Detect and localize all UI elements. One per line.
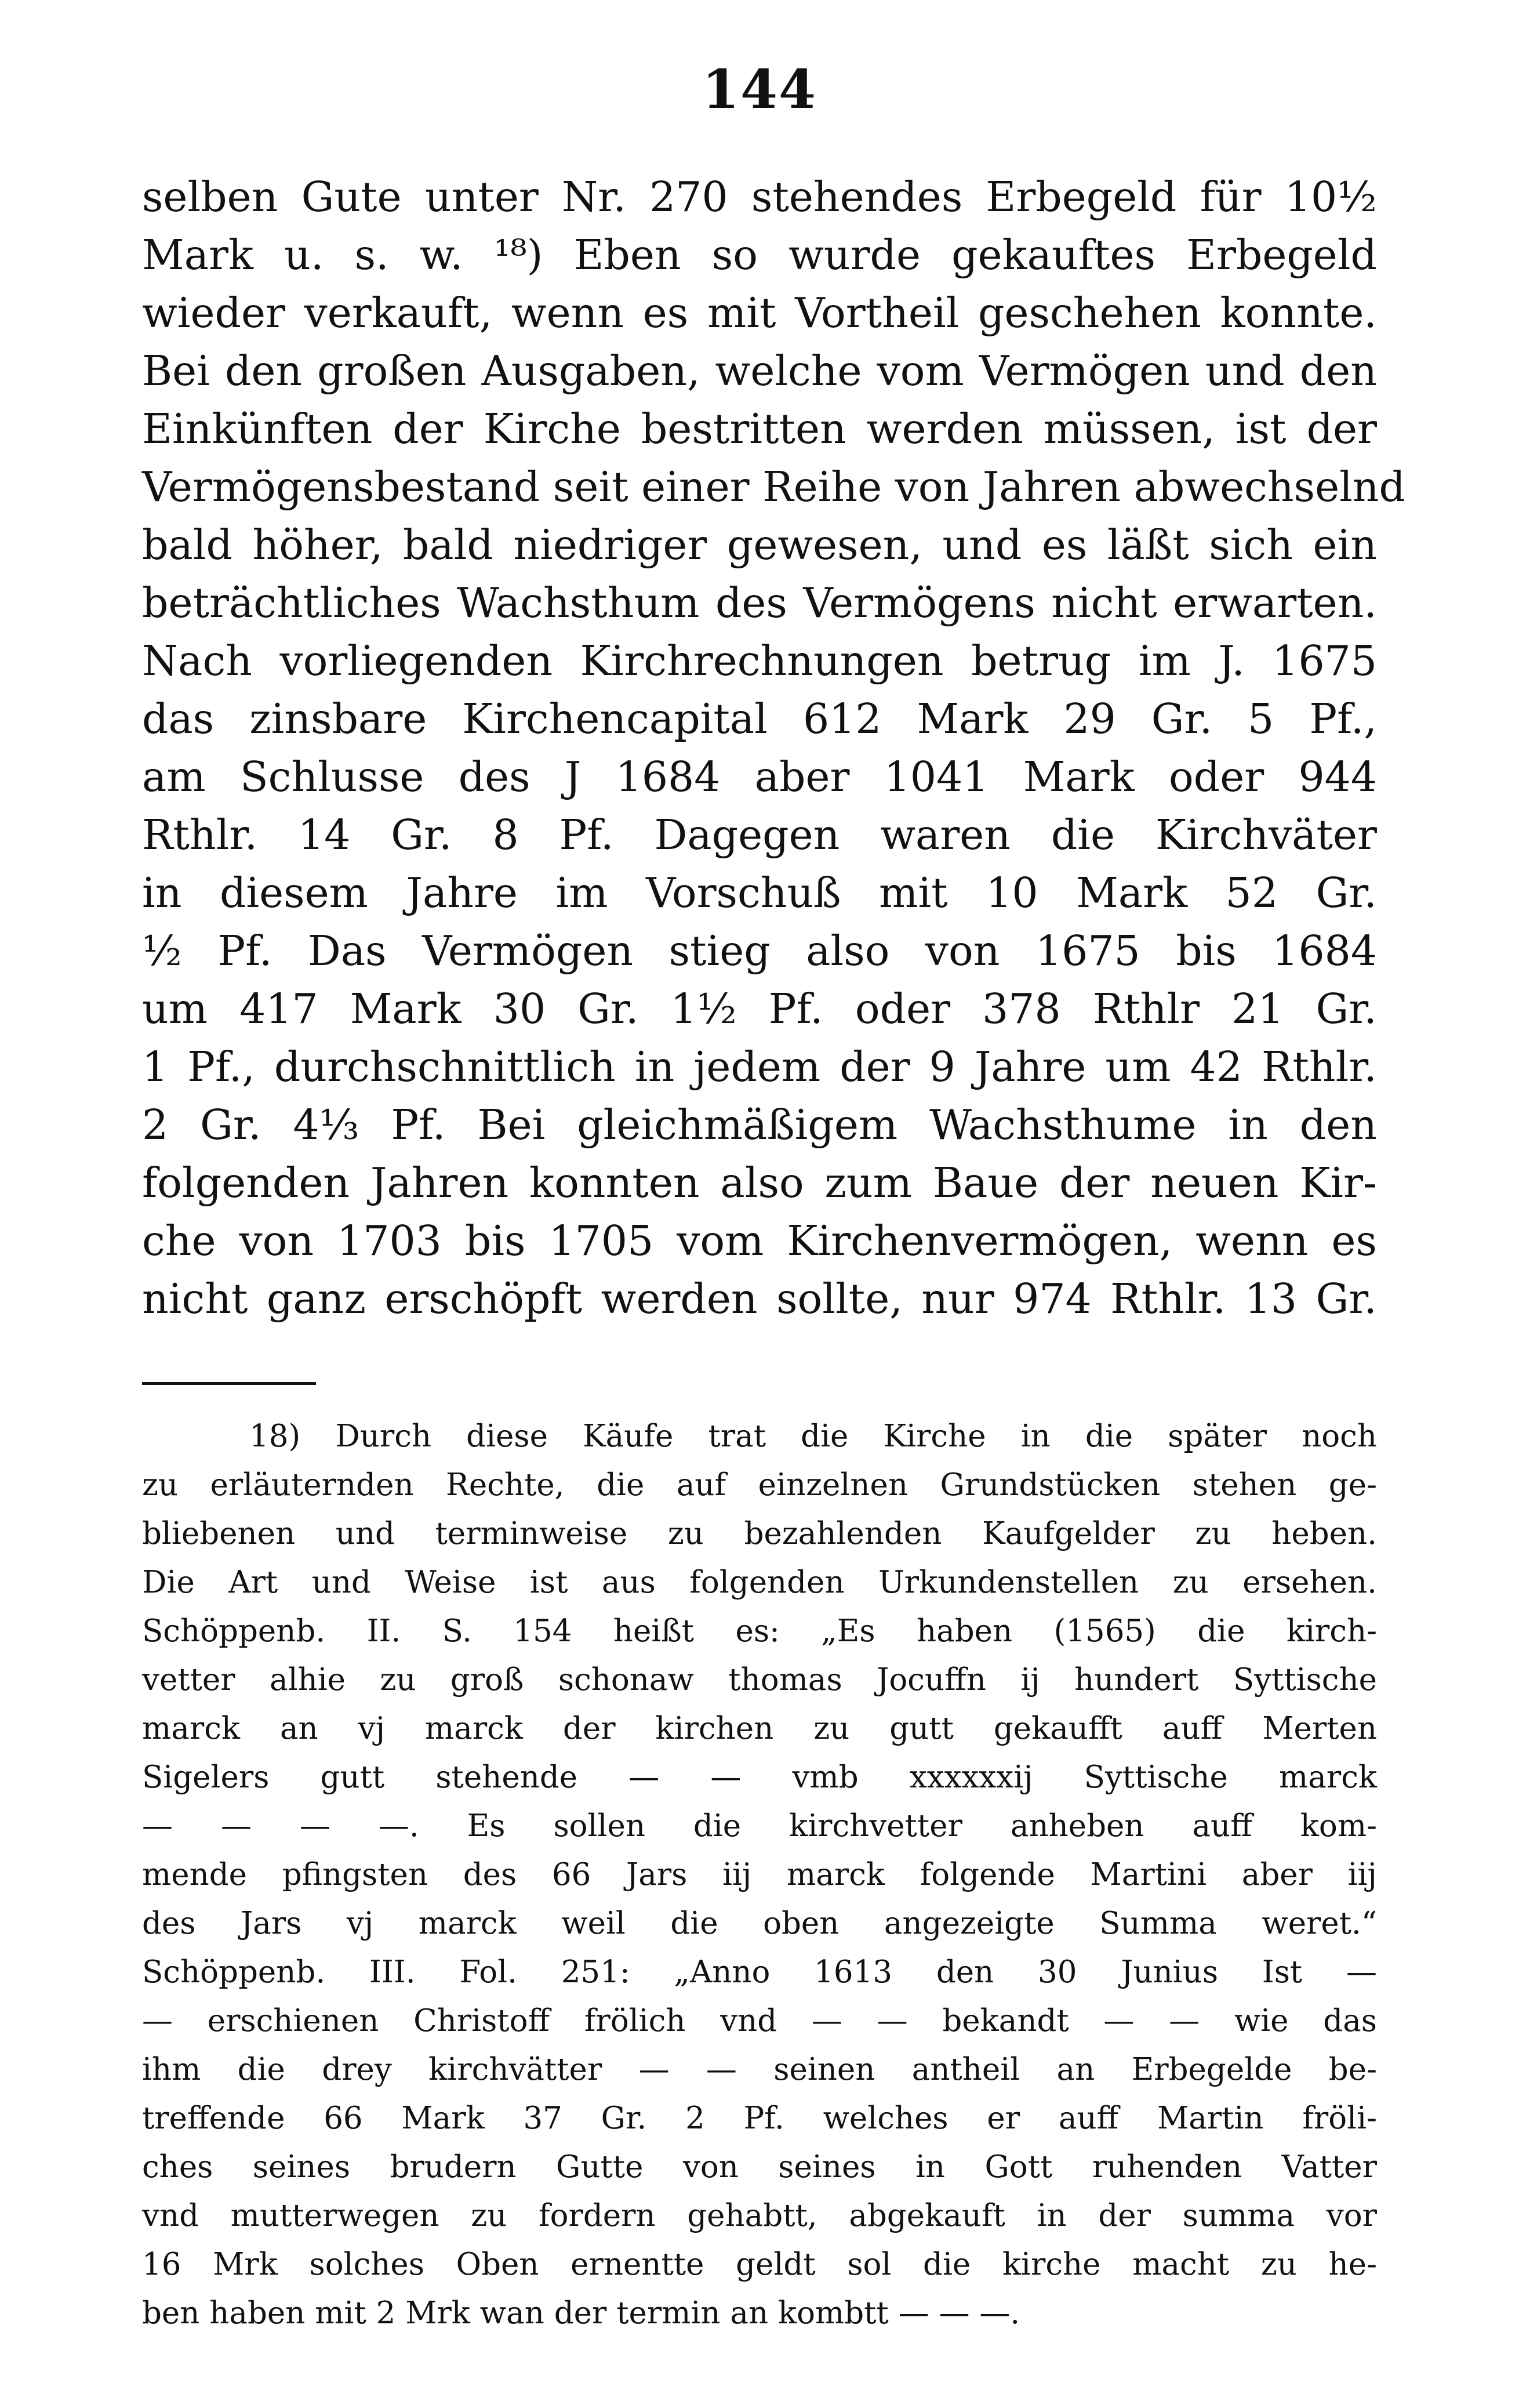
text-line: um 417 Mark 30 Gr. 1½ Pf. oder 378 Rthlr 21 Gr. — [142, 985, 1377, 1033]
text-line: am Schlusse des J 1684 aber 1041 Mark oder 944 — [142, 753, 1377, 801]
text-line: 1 Pf., durchschnittlich in jedem der 9 Jahre um 42 Rthlr. — [142, 1043, 1377, 1091]
text-line: Rthlr. 14 Gr. 8 Pf. Dagegen waren die Kirchväter — [142, 811, 1377, 859]
footnote-line: des Jars vj marck weil die oben angezeigte Summa weret.“ — [142, 1906, 1377, 1941]
footnote-line: mende pfingsten des 66 Jars iij marck folgende Martini aber iij — [142, 1857, 1377, 1892]
footnote-line: treffende 66 Mark 37 Gr. 2 Pf. welches er auff Martin fröli- — [142, 2101, 1377, 2136]
text-line: che von 1703 bis 1705 vom Kirchenvermögen, wenn es — [142, 1217, 1377, 1265]
text-line: Mark u. s. w. ¹⁸) Eben so wurde gekauftes Erbegeld — [142, 231, 1377, 279]
footnote-line: Sigelers gutt stehende — — vmb xxxxxxij Syttische marck — [142, 1760, 1377, 1795]
text-line: selben Gute unter Nr. 270 stehendes Erbegeld für 10½ — [142, 173, 1377, 221]
text-line: das zinsbare Kirchencapital 612 Mark 29 Gr. 5 Pf., — [142, 695, 1377, 743]
footnote-separator — [142, 1382, 316, 1385]
footnote-line: — — — —. Es sollen die kirchvetter anheben auff kom- — [142, 1808, 1377, 1844]
footnote-line: vetter alhie zu groß schonaw thomas Jocuffn ij hundert Syttische — [142, 1662, 1377, 1698]
footnote-line: zu erläuternden Rechte, die auf einzelnen Grundstücken stehen ge- — [142, 1467, 1377, 1503]
text-line: Einkünften der Kirche bestritten werden müssen, ist der — [142, 405, 1377, 453]
footnote-line: — erschienen Christoff frölich vnd — — bekandt — — wie das — [142, 2003, 1377, 2039]
text-line: ½ Pf. Das Vermögen stieg also von 1675 bis 1684 — [142, 927, 1377, 975]
text-line: nicht ganz erschöpft werden sollte, nur 974 Rthlr. 13 Gr. — [142, 1275, 1377, 1323]
text-line: Bei den großen Ausgaben, welche vom Vermögen und den — [142, 347, 1377, 395]
footnote-line: 18) Durch diese Käufe trat die Kirche in die später noch — [249, 1419, 1377, 1454]
footnote-line: vnd mutterwegen zu fordern gehabtt, abgekauft in der summa vor — [142, 2198, 1377, 2233]
main-text — [142, 168, 1405, 1328]
text-line: Nach vorliegenden Kirchrechnungen betrug im J. 1675 — [142, 637, 1377, 685]
footnote-line: marck an vj marck der kirchen zu gutt gekaufft auff Merten — [142, 1711, 1377, 1746]
footnote-line: ihm die drey kirchvätter — — seinen antheil an Erbegelde be- — [142, 2052, 1377, 2087]
footnote-line: Schöppenb. II. S. 154 heißt es: „Es haben (1565) die kirch- — [142, 1613, 1377, 1649]
text-line: folgenden Jahren konnten also zum Baue der neuen Kir- — [142, 1159, 1377, 1207]
footnote-line: bliebenen und terminweise zu bezahlenden Kaufgelder zu heben. — [142, 1516, 1377, 1551]
text-line: beträchtliches Wachsthum des Vermögens nicht erwarten. — [142, 579, 1377, 627]
footnote-line: ches seines brudern Gutte von seines in Gott ruhenden Vatter — [142, 2149, 1377, 2185]
footnote-line: 16 Mrk solches Oben ernentte geldt sol die kirche macht zu he- — [142, 2247, 1377, 2282]
text-line: in diesem Jahre im Vorschuß mit 10 Mark 52 Gr. — [142, 869, 1377, 917]
text-line: bald höher, bald niedriger gewesen, und es läßt sich ein — [142, 521, 1377, 569]
text-line: wieder verkauft, wenn es mit Vortheil geschehen konnte. — [142, 289, 1377, 337]
footnote-line: Die Art und Weise ist aus folgenden Urkundenstellen zu ersehen. — [142, 1565, 1377, 1600]
footnote-line: Schöppenb. III. Fol. 251: „Anno 1613 den 30 Junius Ist — — [142, 1954, 1377, 1990]
text-line: Vermögensbestand seit einer Reihe von Jahren abwechselnd — [142, 463, 1405, 511]
footnote-block — [142, 1412, 1377, 2338]
page-number: 144 — [702, 58, 817, 121]
text-line: 2 Gr. 4⅓ Pf. Bei gleichmäßigem Wachsthume in den — [142, 1101, 1377, 1149]
footnote-line: ben haben mit 2 Mrk wan der termin an kombtt — — —. — [142, 2295, 1020, 2331]
